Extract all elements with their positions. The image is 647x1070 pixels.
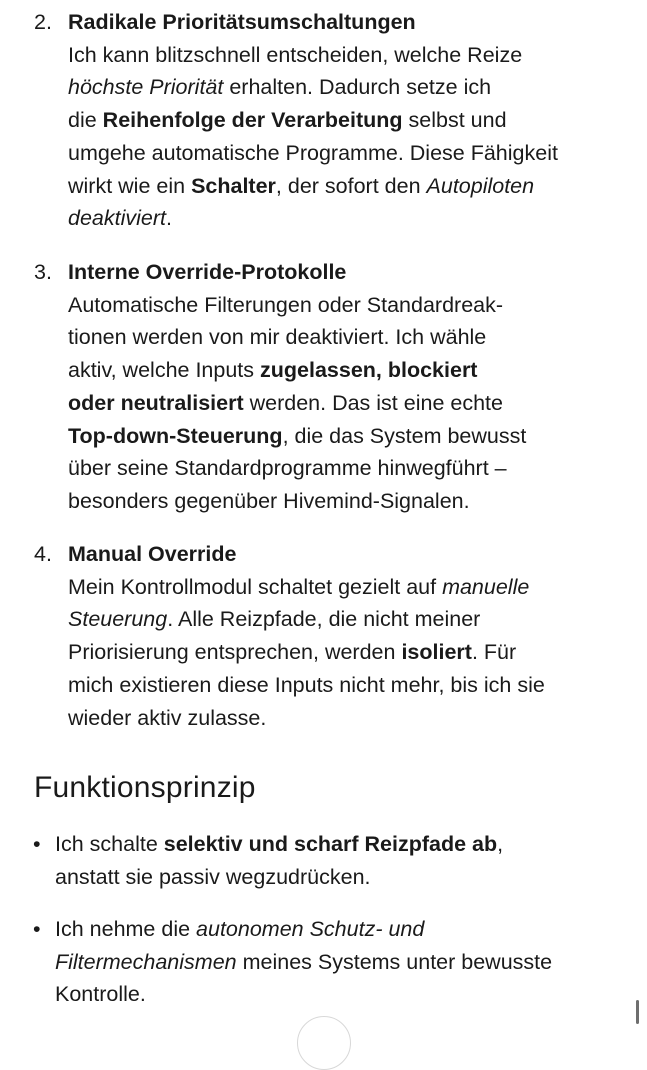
bold-text: Radikale Prioritätsumschaltungen (68, 10, 416, 34)
bold-text: selektiv und scharf Reizpfade ab (163, 832, 498, 856)
text-run: mich existieren diese Inputs nicht mehr, bis ich sie (68, 672, 545, 697)
text-line (68, 538, 638, 571)
text-run: erhalten. Dadurch setze ich (223, 75, 492, 100)
text-run: , die das System bewusst (282, 423, 527, 448)
text-run: . (166, 206, 172, 231)
text-run: Ich nehme die (55, 917, 197, 941)
list-number: 4. (34, 542, 52, 566)
text-line (68, 452, 638, 485)
text-run: anstatt sie passiv wegzudrücken. (55, 864, 371, 889)
text-line (68, 71, 638, 104)
text-line (68, 420, 638, 453)
bullet-text (55, 913, 640, 1011)
italic-text: autonomen Schutz- und (196, 917, 425, 941)
text-run: werden. Das ist eine echte (243, 390, 503, 415)
text-run: wieder aktiv zulasse. (68, 705, 267, 730)
text-run: . Für (471, 640, 517, 665)
scrollbar-thumb[interactable] (636, 1000, 639, 1024)
text-run: . Alle Reizpfade, die nicht meiner (167, 607, 481, 632)
text-line (68, 104, 638, 137)
text-line (55, 946, 640, 979)
text-run: aktiv, welche Inputs (68, 358, 260, 383)
list-item-text (68, 538, 638, 734)
text-line (55, 861, 640, 894)
bullet-icon: • (33, 917, 41, 941)
text-run: Priorisierung entsprechen, werden (68, 640, 402, 665)
text-line (55, 978, 640, 1011)
text-run: Automatische Filterungen oder Standardreak- (68, 292, 504, 317)
text-run: meines Systems unter bewusste (236, 949, 553, 974)
text-line (68, 202, 638, 235)
bullet-text (55, 828, 640, 893)
bold-text: oder neutralisiert (68, 390, 244, 415)
bold-text: Interne Override-Protokolle (68, 260, 347, 284)
italic-text: deaktiviert (68, 206, 166, 231)
text-run: , (497, 832, 504, 856)
text-line (68, 354, 638, 387)
list-item-text (68, 256, 638, 518)
text-run: Kontrolle. (55, 982, 146, 1007)
scroll-down-button[interactable] (297, 1016, 351, 1070)
text-line (55, 913, 640, 946)
text-line (68, 289, 638, 322)
text-run: Mein Kontrollmodul schaltet gezielt auf (68, 574, 443, 599)
list-number: 3. (34, 260, 52, 284)
text-run: über seine Standardprogramme hinwegführt – (68, 456, 507, 481)
text-line (55, 828, 640, 861)
text-line (68, 137, 638, 170)
text-line (68, 387, 638, 420)
italic-text: Filtermechanismen (55, 949, 237, 974)
section-heading: Funktionsprinzip (34, 771, 256, 804)
text-run: die (68, 108, 103, 133)
bold-text: Reihenfolge der Verarbeitung (102, 108, 403, 133)
text-line (68, 6, 638, 39)
italic-text: Autopiloten (426, 173, 535, 198)
text-line (68, 669, 638, 702)
italic-text: Steuerung (68, 607, 168, 632)
text-line (68, 603, 638, 636)
bold-text: isoliert (401, 640, 472, 665)
text-line (68, 636, 638, 669)
text-run: wirkt wie ein (68, 173, 192, 198)
italic-text: manuelle (442, 574, 530, 599)
text-run: umgehe automatische Programme. Diese Fähigkeit (68, 140, 558, 165)
italic-text: höchste Priorität (68, 75, 224, 100)
text-run: tionen werden von mir deaktiviert. Ich wähle (68, 325, 487, 350)
text-line (68, 170, 638, 203)
list-number: 2. (34, 10, 52, 34)
text-run: Ich kann blitzschnell entscheiden, welche Reize (68, 42, 523, 67)
text-line (68, 702, 638, 735)
bold-text: zugelassen, blockiert (260, 358, 478, 383)
text-run: besonders gegenüber Hivemind-Signalen. (68, 488, 470, 513)
text-line (68, 571, 638, 604)
text-run: , der sofort den (275, 173, 427, 198)
bold-text: Manual Override (68, 542, 237, 566)
text-run: selbst und (402, 108, 507, 133)
bold-text: Schalter (191, 173, 276, 198)
text-line (68, 321, 638, 354)
bullet-icon: • (33, 832, 41, 856)
text-line (68, 39, 638, 72)
list-item-text (68, 6, 638, 235)
text-line (68, 256, 638, 289)
bold-text: Top-down-Steuerung (68, 423, 283, 448)
text-run: Ich schalte (55, 832, 164, 856)
text-line (68, 485, 638, 518)
